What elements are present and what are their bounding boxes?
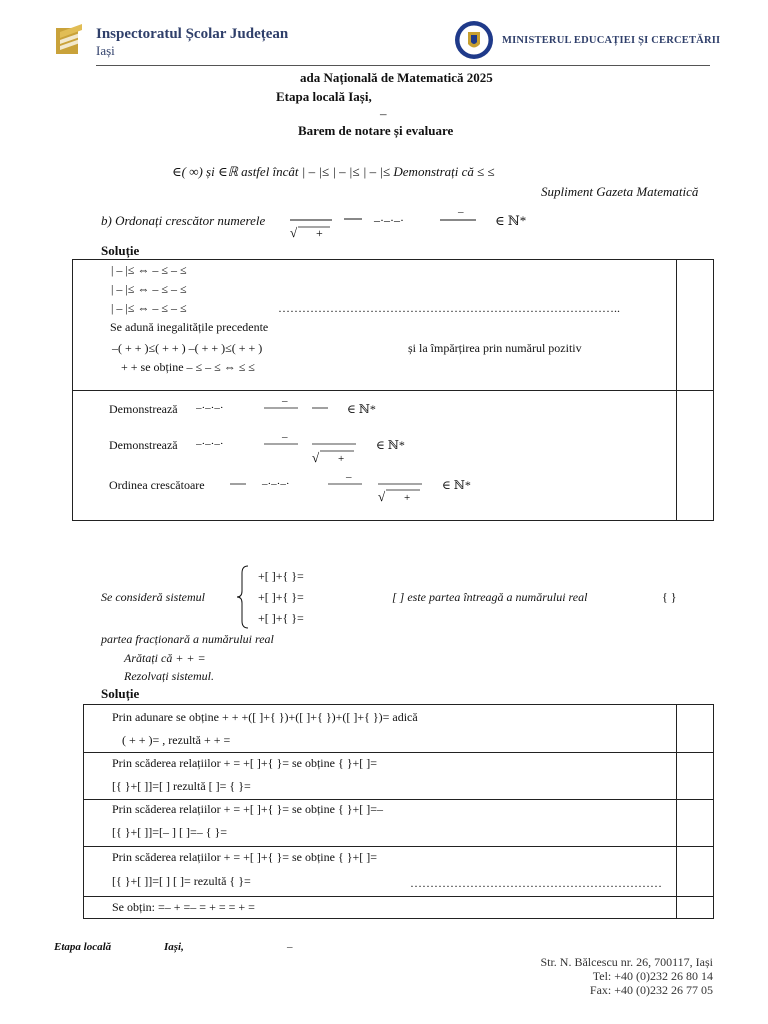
solution-row-line: Prin adunare se obține + + +([ ]+{ })+([ ]+{ })+([ ]+{ })= adică: [112, 710, 418, 724]
problem1-source: Supliment Gazeta Matematică: [541, 184, 699, 199]
solution1-label: Soluție: [101, 243, 140, 258]
footer-city: Iași,: [164, 941, 184, 953]
footer-stage: Etapa locală: [54, 941, 112, 953]
svg-text:√: √: [378, 489, 386, 504]
svg-text:+: +: [316, 226, 323, 240]
b-row-domain: ∈ ℕ*: [347, 402, 376, 416]
add-inequalities-text: Se adună inegalitățile precedente: [110, 320, 269, 334]
b-row-fractions: [196, 396, 336, 418]
b-row-label: Demonstrează: [109, 402, 178, 416]
solution-row-line: Prin scăderea relațiilor + = +[ ]+{ }= se obține { }+[ ]=: [112, 756, 378, 770]
solution-row-line: ( + + )= , rezultă + + =: [122, 733, 231, 747]
footer-contact: [540, 955, 713, 997]
footer-fax: Fax: +40 (0)232 26 77 05: [589, 983, 713, 997]
points-column-divider: [676, 704, 677, 919]
dotted-leader: …………………………………………………………………………..: [278, 301, 620, 315]
dotted-leader: ………………………………………………………: [410, 876, 662, 890]
title-dash: –: [380, 106, 387, 121]
svg-text:+: +: [404, 492, 411, 504]
institution-city: Iași: [96, 43, 115, 58]
svg-text:–: –: [282, 396, 288, 407]
row-divider: [83, 846, 714, 847]
b-row-domain: ∈ ℕ*: [442, 478, 471, 492]
b-row-fractions: [196, 430, 361, 466]
stage-line: Etapa locală Iași,: [276, 89, 372, 104]
integer-part-definition: [ ] este partea întreagă a numărului real: [392, 590, 588, 604]
part-b-domain: ∈ ℕ*: [495, 213, 527, 228]
government-crest-icon: [454, 20, 494, 60]
part-b-fractions: [286, 206, 482, 242]
footer-address: Str. N. Bălcescu nr. 26, 700117, Iași: [540, 955, 713, 969]
b-row-fractions: [230, 468, 430, 504]
svg-text:–·–·–·: –·–·–·: [196, 402, 224, 414]
b-row-label: Demonstrează: [109, 438, 178, 452]
svg-text:–: –: [282, 431, 288, 443]
system-brace-icon: [236, 565, 250, 629]
svg-text:–·–·–·: –·–·–·: [196, 438, 224, 450]
b-row-label: Ordinea crescătoare: [109, 478, 205, 492]
solution-row-line: [{ }+[ ]]=[ ] [ ]= rezultă { }=: [112, 874, 251, 888]
task-b: Rezolvați sistemul.: [124, 669, 214, 683]
system-equation: +[ ]+{ }=: [258, 611, 304, 625]
ineq-row: | – |≤ ⇔ – ≤ – ≤: [111, 282, 187, 296]
task-a: Arătați că + + =: [124, 651, 206, 665]
row-divider: [72, 390, 714, 391]
fractional-part-definition: partea fracționară a numărului real: [101, 632, 274, 646]
fractional-part-symbol: { }: [662, 590, 677, 604]
footer-dash: –: [287, 941, 293, 953]
footer-tel: Tel: +40 (0)232 26 80 14: [592, 969, 713, 983]
svg-text:–·–·–·: –·–·–·: [262, 478, 290, 490]
final-solutions: Se obțin: =– + =– = + = = + =: [112, 900, 255, 914]
row-divider: [83, 752, 714, 753]
ineq-row: | – |≤ ⇔ – ≤ – ≤: [111, 263, 187, 277]
problem1-statement: ∈( ∞) și ∈ℝ astfel încât | – |≤ | – |≤ | – |≤ Demonstrați că ≤ ≤: [172, 164, 495, 179]
solution-row-line: Prin scăderea relațiilor + = +[ ]+{ }= se obține { }+[ ]=–: [112, 802, 384, 816]
solution2-label: Soluție: [101, 686, 140, 701]
solution-row-line: Prin scăderea relațiilor + = +[ ]+{ }= se obține { }+[ ]=: [112, 850, 378, 864]
ineq-row: | – |≤ ⇔ – ≤ – ≤: [111, 301, 187, 315]
svg-text:–: –: [458, 206, 464, 218]
barem-title: Barem de notare și evaluare: [298, 123, 454, 138]
isj-logo-icon: [54, 22, 86, 56]
row-divider: [83, 799, 714, 800]
system-equation: +[ ]+{ }=: [258, 590, 304, 604]
inequality-tail: și la împărțirea prin numărul pozitiv: [408, 341, 582, 355]
ministry-name: MINISTERUL EDUCAȚIEI ȘI CERCETĂRII: [502, 35, 721, 46]
svg-text:–·–·–·: –·–·–·: [374, 213, 404, 227]
row-divider: [83, 896, 714, 897]
inequality-chain: –( + + )≤( + + ) –( + + )≤( + + ): [112, 341, 263, 355]
svg-text:√: √: [290, 225, 298, 240]
svg-text:√: √: [312, 450, 320, 465]
institution-name: Inspectoratul Școlar Județean: [96, 26, 289, 42]
problem2-intro: Se consideră sistemul: [101, 590, 205, 604]
part-b-label: b) Ordonați crescător numerele: [101, 213, 266, 228]
solution-row-line: [{ }+[ ]]=[– ] [ ]=– { }=: [112, 825, 228, 839]
system-equation: +[ ]+{ }=: [258, 569, 304, 583]
svg-text:+: +: [338, 453, 345, 465]
olympiad-title: ada Națională de Matematică 2025: [300, 70, 493, 85]
solution-row-line: [{ }+[ ]]=[ ] rezultă [ ]= { }=: [112, 779, 251, 793]
b-row-domain: ∈ ℕ*: [376, 438, 405, 452]
result-line: + + se obține – ≤ – ≤ ⇔ ≤ ≤: [121, 360, 255, 374]
header-divider: [96, 65, 710, 66]
svg-text:–: –: [346, 471, 352, 483]
